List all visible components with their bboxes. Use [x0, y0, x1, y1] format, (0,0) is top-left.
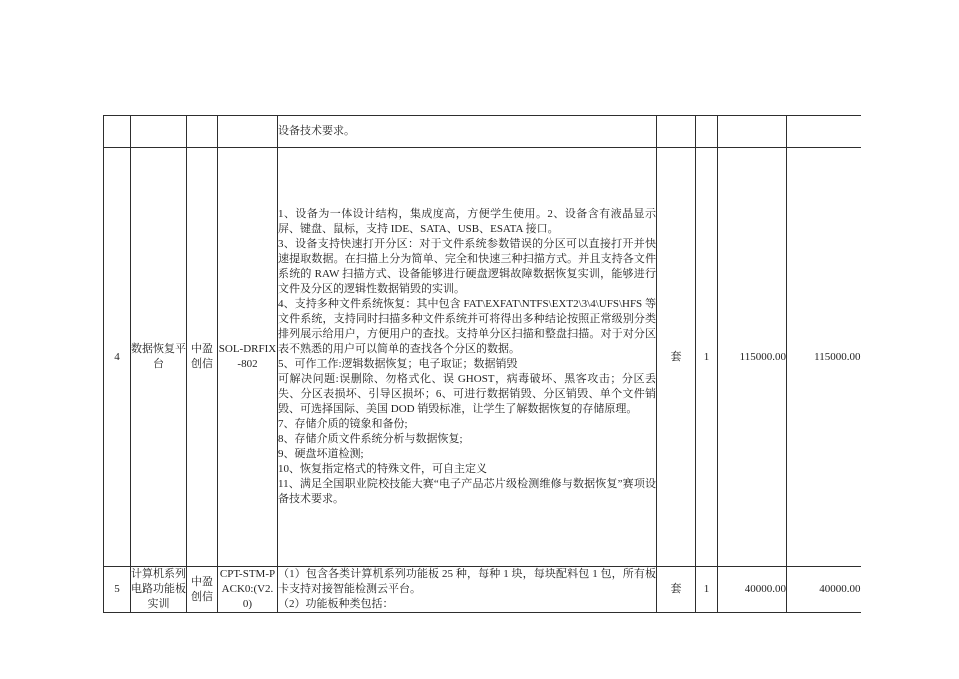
- cell-quantity: 1: [696, 567, 718, 613]
- cell-unit: 套: [657, 148, 696, 567]
- spec-paragraph: 10、恢复指定格式的特殊文件，可自主定义: [278, 463, 487, 475]
- cell-model: [218, 116, 278, 148]
- cell-spec-description: [278, 148, 657, 567]
- table-row-3-partial: [104, 116, 861, 148]
- cell-vendor: 中盈创信: [187, 567, 218, 613]
- cell-model: CPT-STM-PACK0:(V2.0): [218, 567, 278, 613]
- cell-vendor: [187, 116, 218, 148]
- cell-quantity: 1: [696, 148, 718, 567]
- cell-seq: [104, 116, 131, 148]
- cell-spec-description: [278, 567, 657, 613]
- cell-total-price: 40000.00: [787, 567, 861, 613]
- cell-quantity: [696, 116, 718, 148]
- spec-paragraph: 8、存储介质文件系统分析与数据恢复;: [278, 433, 463, 445]
- spec-paragraph: 3、设备支持快速打开分区：对于文件系统参数错误的分区可以直接打开并快速提取数据。在扫描上分为简单、完全和快速三种扫描方式。并且支持各文件系统的 RAW 扫描方式、设备能够进行硬盘逻辑故障数据恢复实训，能够进行文件及分区的逻辑性数据销毁的实训。: [278, 238, 656, 295]
- equipment-spec-table: [103, 115, 861, 613]
- spec-paragraph: 7、存储介质的镜象和备份;: [278, 418, 408, 430]
- cell-model: SOL-DRFIX-802: [218, 148, 278, 567]
- cell-spec-description: [278, 116, 657, 148]
- cell-total-price: 115000.00: [787, 148, 861, 567]
- cell-vendor: 中盈创信: [187, 148, 218, 567]
- table-row-4: [104, 148, 861, 567]
- spec-paragraph: 5、可作工作:逻辑数据恢复；电子取证；数据销毁: [278, 358, 518, 370]
- table-row-5: [104, 567, 861, 613]
- cell-seq: 5: [104, 567, 131, 613]
- cell-seq: 4: [104, 148, 131, 567]
- spec-paragraph: 9、硬盘坏道检测;: [278, 448, 364, 460]
- cell-total-price: [787, 116, 861, 148]
- spec-paragraph: （1）包含各类计算机系列功能板 25 种，每种 1 块，每块配料包 1 包，所有板卡支持对接智能检测云平台。: [278, 568, 656, 595]
- cell-unit: [657, 116, 696, 148]
- cell-unit-price: [718, 116, 787, 148]
- cell-unit-price: 115000.00: [718, 148, 787, 567]
- cell-device-name: 计算机系列电路功能板实训: [131, 567, 187, 613]
- cell-device-name: 数据恢复平台: [131, 148, 187, 567]
- spec-paragraph: 1、设备为一体设计结构，集成度高，方便学生使用。2、设备含有液晶显示屏、键盘、鼠标，支持 IDE、SATA、USB、ESATA 接口。: [278, 208, 656, 235]
- spec-paragraph: （2）功能板种类包括：: [278, 598, 394, 610]
- spec-paragraph: 可解决问题:误删除、勿格式化、误 GHOST，病毒破坏、黑客攻击；分区丢失、分区表损坏、引导区损坏；6、可进行数据销毁、分区销毁、单个文件销毁、可选择国际、美国 DOD 销毁标准，让学生了解数据恢复的存储原理。: [278, 373, 656, 415]
- cell-device-name: [131, 116, 187, 148]
- cell-unit-price: 40000.00: [718, 567, 787, 613]
- cell-unit: 套: [657, 567, 696, 613]
- spec-paragraph: 4、支持多种文件系统恢复：其中包含 FAT\EXFAT\NTFS\EXT2\3\4\UFS\HFS 等文件系统，支持同时扫描多种文件系统并可将得出多种结论按照正常级别分类排列展示给用户，方便用户的查找。支持单分区扫描和整盘扫描。对于对分区表不熟悉的用户可以简单的查找各个分区的数据。: [278, 298, 656, 355]
- spec-paragraph: 设备技术要求。: [278, 125, 355, 137]
- spec-paragraph: 11、满足全国职业院校技能大赛“电子产品芯片级检测维修与数据恢复”赛项设备技术要求。: [278, 478, 656, 505]
